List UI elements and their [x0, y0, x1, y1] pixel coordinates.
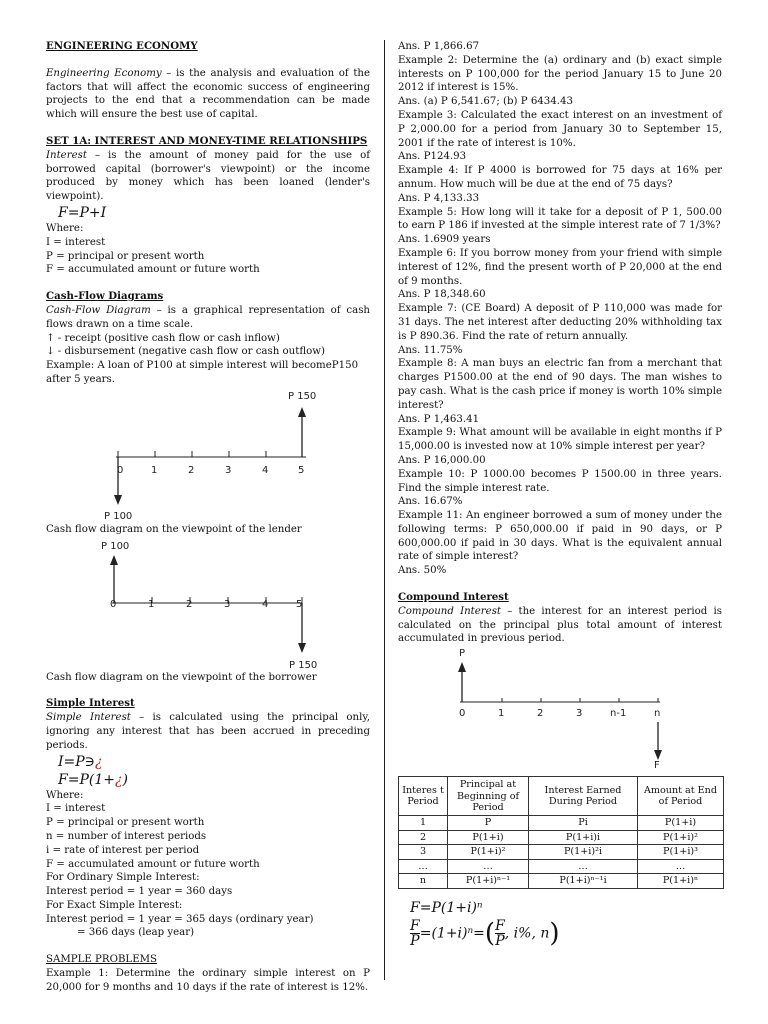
ci-text: – the interest for an interest period is calculated on the principal plus total amount of interest accumulated in previous period.: [398, 605, 722, 645]
right-line-15: Example 9: What amount will be available in eight months if P 15,000.00 is invested now at 10% simple interest per year?: [398, 427, 722, 453]
table-row: [399, 845, 724, 860]
fraction-f-over-p-2: [495, 919, 505, 948]
ci-ticks: [462, 698, 658, 702]
table-cell: n: [399, 874, 448, 889]
interest-text: – is the amount of money paid for the use of borrowed capital (borrower's viewpoint) or the income produced by money which has been loaned (lender's viewpoint).: [46, 149, 370, 203]
borrower-bottom-label: P 150: [289, 659, 318, 671]
document-title: ENGINEERING ECONOMY: [46, 40, 198, 52]
right-line-9: Example 6: If you borrow money from your friend with simple interest of 12%, find the present worth of P 20,000 at the end of 9 months.: [398, 247, 722, 287]
right-line-17: Example 10: P 1000.00 becomes P 1500.00 in three years. Find the simple interest rate.: [398, 468, 722, 494]
ci-bottom-label: F: [654, 760, 660, 769]
example-1: Example 1: Determine the ordinary simple interest on P 20,000 for 9 months and 10 days if the rate of interest is 12%.: [46, 968, 370, 993]
lender-caption: Cash flow diagram on the viewpoint of the lender: [46, 523, 302, 535]
where2-1: I = interest: [46, 803, 106, 815]
right-column: [398, 40, 722, 948]
lender-inflow-arrowhead: [298, 407, 306, 417]
table-cell: …: [638, 859, 724, 874]
right-line-19: Example 11: An engineer borrowed a sum of money under the following terms: P 650,000.00 if paid in 90 days, or P 600,000.00 if paid in 30 days. What is the equivalent annual rate of simple interest?: [398, 510, 722, 563]
frac2-denominator: P: [495, 932, 505, 949]
borrower-tick-label-3: 3: [224, 598, 231, 610]
right-line-8: Ans. 1.6909 years: [398, 234, 491, 246]
table-cell: 3: [399, 845, 448, 860]
table-row: [399, 859, 724, 874]
where2-8: For Exact Simple Interest:: [46, 899, 183, 911]
compound-cash-flow-diagram: [398, 646, 722, 768]
where2-7: Interest period = 1 year = 360 days: [46, 886, 233, 898]
ci-tick-label-4: n-1: [610, 708, 627, 720]
right-line-10: Ans. P 18,348.60: [398, 289, 486, 301]
formula3-close: ): [122, 771, 128, 788]
formula-simple-interest: [46, 753, 370, 771]
borrower-tick-label-0: 0: [110, 598, 117, 610]
where2-5: F = accumulated amount or future worth: [46, 858, 260, 870]
frac-denominator: P: [410, 932, 420, 949]
interest-term: Interest: [46, 149, 87, 161]
formula3-glyph: ¿: [114, 771, 123, 788]
lender-tick-label-0: 0: [117, 464, 124, 476]
borrower-tick-label-1: 1: [148, 598, 155, 610]
right-line-14: Ans. P 1,463.41: [398, 413, 480, 425]
ci-inflow-arrowhead: [458, 662, 466, 672]
where1-3: F = accumulated amount or future worth: [46, 264, 260, 276]
where2-9: Interest period = 1 year = 365 days (ordinary year): [46, 913, 314, 925]
table-cell: P(1+i)i: [529, 830, 638, 845]
right-line-1: Example 2: Determine the (a) ordinary and (b) exact simple interests on P 100,000 for the period January 15 to June 20 2012 if interest is 15%.: [398, 54, 722, 94]
where1-0: Where:: [46, 222, 84, 234]
table-cell: 2: [399, 830, 448, 845]
ci-tick-label-3: 3: [576, 708, 583, 720]
formula2-glyph: ¿: [95, 753, 103, 770]
formula-simple-future: [46, 771, 370, 789]
table-cell: P(1+i): [638, 816, 724, 831]
frac-numerator: F: [410, 917, 420, 934]
formula-future-worth: F=P+I: [58, 204, 107, 221]
lender-tick-label-5: 5: [298, 464, 305, 476]
frac2-numerator: F: [495, 917, 505, 934]
where2-3: n = number of interest periods: [46, 830, 207, 842]
lender-tick-label-1: 1: [151, 464, 158, 476]
right-line-13: Example 8: A man buys an electric fan from a merchant that charges P1500.00 at the end of 90 days. The man wishes to pay cash. What is the cash price if money is worth 10% simple interest?: [398, 358, 722, 411]
intro-term: Engineering Economy: [46, 67, 162, 79]
table-cell: P(1+i)²i: [529, 845, 638, 860]
lender-top-label: P 150: [288, 390, 317, 402]
borrower-tick-label-2: 2: [186, 598, 193, 610]
table-cell: P(1+i)ⁿ: [638, 874, 724, 889]
formula-compound-factor: [398, 919, 722, 948]
lender-outflow-arrowhead: [114, 495, 122, 505]
lender-tick-label-3: 3: [225, 464, 232, 476]
ci-term: Compound Interest: [398, 605, 502, 617]
table-cell: Pi: [529, 816, 638, 831]
cfd-disbursement: ↓ - disbursement (negative cash flow or cash outflow): [46, 346, 325, 358]
formula3-main: F=P(1+: [58, 771, 115, 788]
formula5-mid: =(1+i)ⁿ=: [419, 925, 485, 942]
lender-bottom-label: P 100: [104, 510, 133, 522]
column-divider: [384, 40, 385, 980]
table-cell: P(1+i)ⁿ⁻¹: [448, 874, 529, 889]
compound-interest-definition: [398, 605, 722, 646]
si-term: Simple Interest: [46, 712, 131, 724]
table-cell: P(1+i): [448, 830, 529, 845]
table-cell: P(1+i)ⁿ⁻¹i: [529, 874, 638, 889]
simple-interest-heading: Simple Interest: [46, 697, 135, 710]
where1-2: P = principal or present worth: [46, 250, 205, 262]
table-row: [399, 874, 724, 889]
table-header-principal: Principal at Beginning of Period: [448, 777, 529, 816]
table-header-period: Interes t Period: [399, 777, 448, 816]
leap-year-line: = 366 days (leap year): [77, 927, 195, 939]
interest-definition: [46, 149, 370, 204]
right-line-2: Ans. (a) P 6,541.67; (b) P 6434.43: [398, 96, 573, 108]
set-heading: SET 1A: INTEREST AND MONEY-TIME RELATIONSHIPS: [46, 134, 368, 147]
right-line-12: Ans. 11.75%: [398, 344, 463, 356]
si-text: – is calculated using the principal only, ignoring any interest that has been accrued in preceding periods.: [46, 712, 371, 751]
borrower-outflow-arrowhead: [298, 643, 306, 653]
borrower-tick-label-5: 5: [296, 598, 303, 610]
table-cell: P(1+i)²: [448, 845, 529, 860]
lender-tick-label-2: 2: [188, 464, 195, 476]
ci-tick-label-0: 0: [459, 708, 466, 720]
right-line-11: Example 7: (CE Board) A deposit of P 110,000 was made for 31 days. The net interest after deducting 20% withholding tax is P 890.36. Find the rate of return annually.: [398, 303, 722, 342]
ci-top-label: P: [459, 648, 466, 660]
right-line-18: Ans. 16.67%: [398, 496, 463, 508]
simple-interest-definition: [46, 711, 370, 752]
table-cell: P(1+i)³: [638, 845, 724, 860]
table-cell: P: [448, 816, 529, 831]
where2-0: Where:: [46, 789, 84, 801]
table-cell: …: [529, 859, 638, 874]
ci-tick-label-5: n: [654, 708, 661, 720]
compound-interest-table: [398, 776, 724, 889]
right-line-16: Ans. P 16,000.00: [398, 454, 486, 466]
table-header-row: [399, 777, 724, 816]
sample-problems-heading: SAMPLE PROBLEMS: [46, 954, 158, 966]
cfd-receipt: ↑ - receipt (positive cash flow or cash inflow): [46, 332, 280, 344]
borrower-cash-flow-diagram: [46, 537, 370, 671]
lender-ticks: [118, 451, 302, 457]
lender-cash-flow-diagram: [46, 387, 370, 523]
table-header-amount: Amount at End of Period: [638, 777, 724, 816]
table-row: [399, 816, 724, 831]
cfd-text: – is a graphical representation of cash flows drawn on a time scale.: [46, 304, 370, 330]
table-cell: P(1+i)²: [638, 830, 724, 845]
close-paren: ): [549, 918, 560, 949]
where2-2: P = principal or present worth: [46, 817, 205, 829]
where2-6: For Ordinary Simple Interest:: [46, 872, 200, 884]
borrower-ticks: [114, 597, 302, 603]
borrower-tick-label-4: 4: [262, 598, 269, 610]
right-line-20: Ans. 50%: [398, 565, 447, 577]
right-line-0: Ans. P 1,866.67: [398, 41, 480, 52]
borrower-inflow-arrowhead: [110, 555, 118, 565]
right-line-3: Example 3: Calculated the exact interest on an investment of P 2,000.00 for a period from January 30 to September 15, 2001 if the rate of interest is 10%.: [398, 109, 722, 149]
cfd-term: Cash-Flow Diagram: [46, 304, 151, 316]
table-cell: …: [448, 859, 529, 874]
ci-tick-label-1: 1: [498, 708, 505, 720]
ci-tick-label-2: 2: [537, 708, 544, 720]
borrower-caption: Cash flow diagram on the viewpoint of the borrower: [46, 671, 317, 683]
borrower-top-label: P 100: [101, 540, 130, 552]
cfd-definition: [46, 304, 370, 332]
intro-text: – is the analysis and evaluation of the factors that will affect the economic success of engineering projects to the end that a recommendation can be made which will ensure the best use of capital.: [46, 67, 370, 121]
compound-interest-heading: Compound Interest: [398, 591, 509, 604]
right-line-4: Ans. P124.93: [398, 151, 467, 163]
formula5-tail: , i%, n: [504, 925, 550, 942]
open-paren: (: [484, 918, 496, 949]
table-cell: …: [399, 859, 448, 874]
table-header-interest: Interest Earned During Period: [529, 777, 638, 816]
right-line-7: Example 5: How long will it take for a deposit of P 1, 500.00 to earn P 186 if invested at the simple interest rate of 7 1/3%?: [398, 206, 722, 232]
formula2-main: I=P∋: [58, 753, 96, 770]
formula-compound-future: F=P(1+i)ⁿ: [410, 899, 483, 916]
left-column: [46, 40, 370, 995]
where1-1: I = interest: [46, 236, 106, 248]
right-line-6: Ans. P 4,133.33: [398, 192, 480, 204]
right-line-5: Example 4: If P 4000 is borrowed for 75 days at 16% per annum. How much will be due at the end of 75 days?: [398, 165, 722, 190]
cfd-heading: Cash-Flow Diagrams: [46, 290, 164, 303]
intro-paragraph: [46, 67, 370, 122]
fraction-f-over-p: [410, 919, 420, 948]
ci-outflow-arrowhead: [654, 750, 662, 760]
cfd-example: Example: A loan of P100 at simple interest will becomeP150 after 5 years.: [46, 360, 359, 385]
lender-tick-label-4: 4: [262, 464, 269, 476]
where2-4: i = rate of interest per period: [46, 844, 200, 856]
table-row: [399, 830, 724, 845]
table-cell: 1: [399, 816, 448, 831]
